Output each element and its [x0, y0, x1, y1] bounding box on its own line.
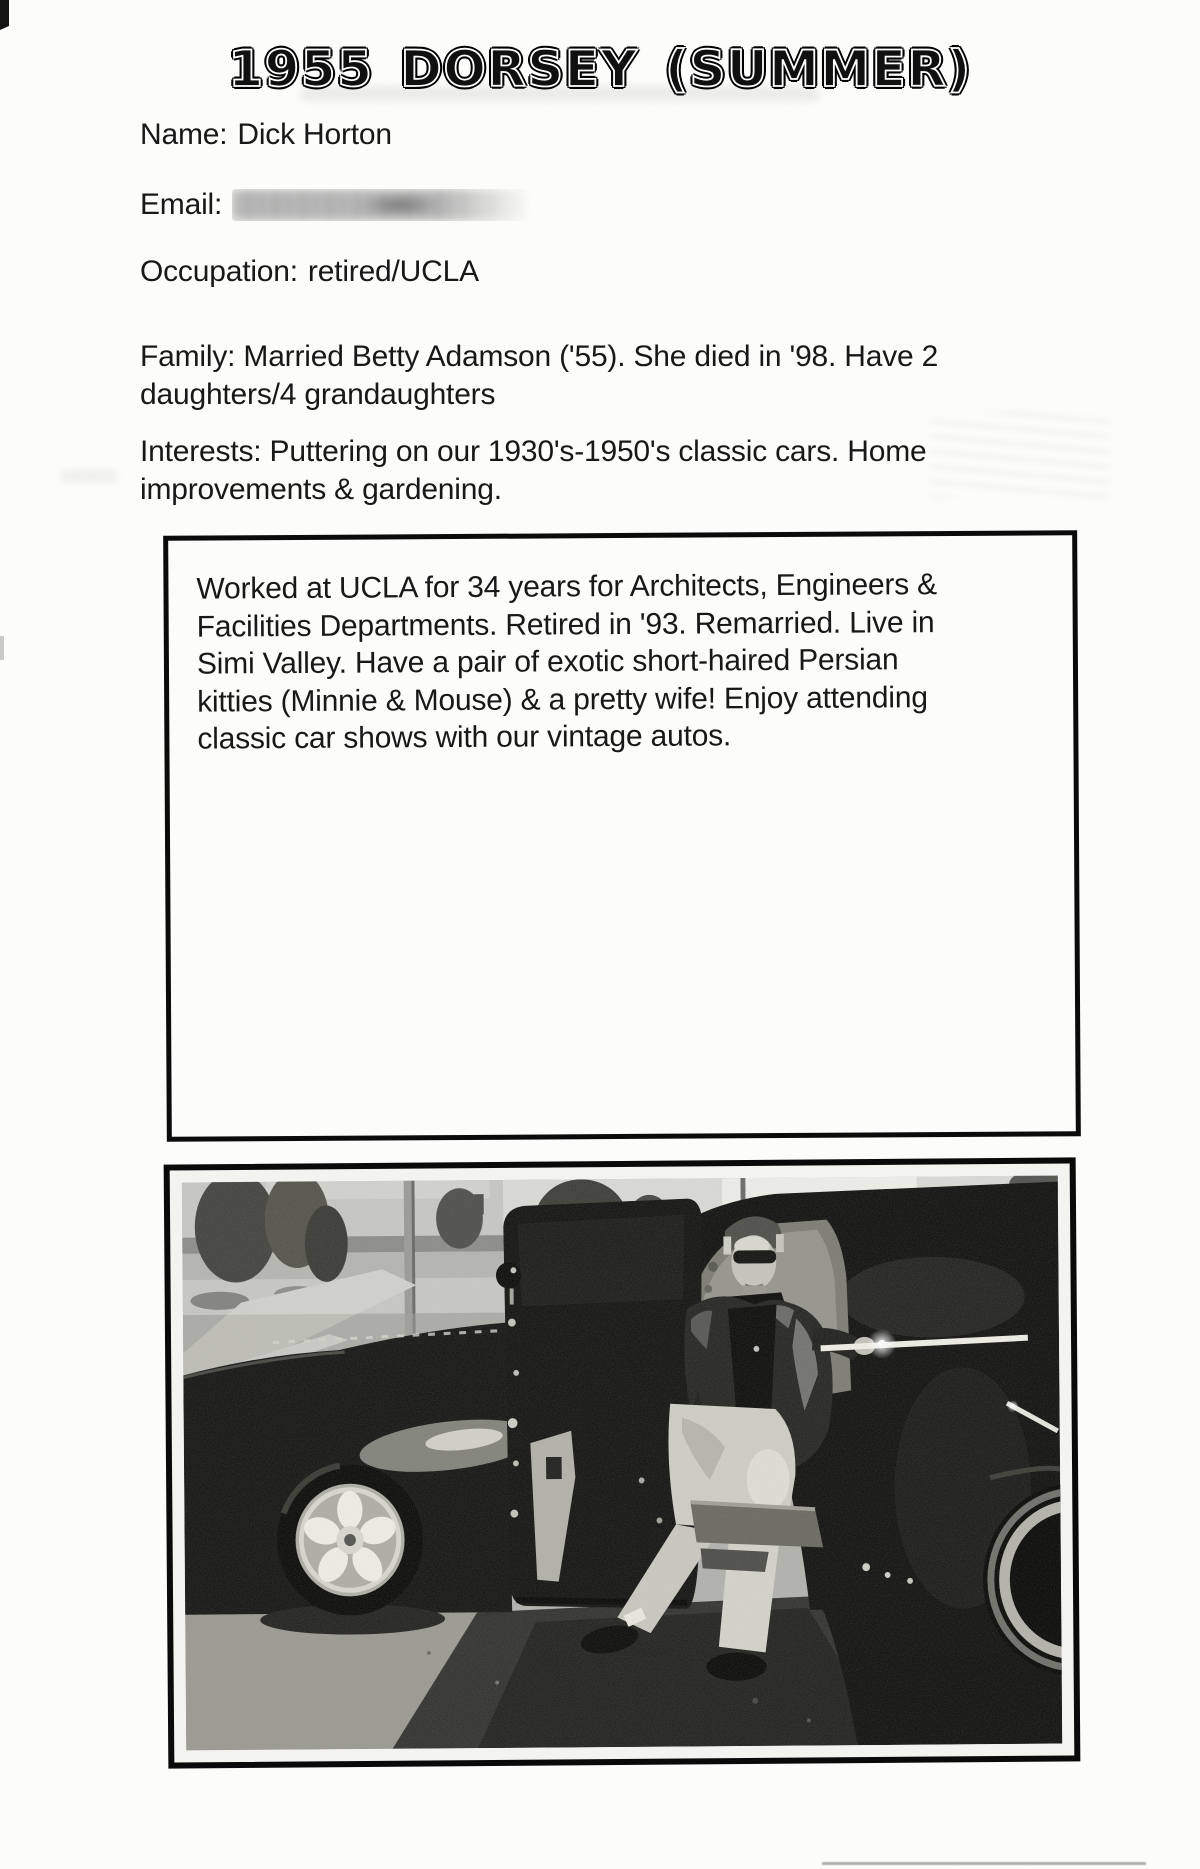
- photo-grain: [182, 1176, 1062, 1751]
- bleedthrough-smudge: [930, 412, 1110, 498]
- interests-field: [140, 433, 927, 508]
- family-line: daughters/4 grandaughters: [140, 377, 496, 411]
- bio-notes-text: [168, 535, 1073, 758]
- family-line: Family: Married Betty Adamson ('55). She died in '98. Have 2: [140, 340, 939, 373]
- email-field: [140, 186, 532, 224]
- bio-notes-box: [163, 530, 1081, 1142]
- name-label: Name:: [140, 118, 228, 151]
- vintage-car-photo: [182, 1176, 1062, 1751]
- bio-line: Worked at UCLA for 34 years for Architects, Engineers &: [196, 568, 938, 606]
- occupation-field: [140, 253, 479, 291]
- bio-line: Simi Valley. Have a pair of exotic short-haired Persian: [196, 643, 899, 681]
- bio-line: kitties (Minnie & Mouse) & a pretty wife! Enjoy attending: [197, 680, 928, 719]
- scan-artifact-corner: [0, 0, 9, 30]
- bio-line: classic car shows with our vintage autos.: [197, 719, 732, 756]
- bleedthrough-smudge: [60, 470, 118, 483]
- name-field: [140, 116, 392, 154]
- occupation-label: Occupation:: [140, 255, 298, 288]
- name-value: Dick Horton: [237, 118, 392, 151]
- scan-artifact-bottom-line: [822, 1862, 1146, 1865]
- interests-line: improvements & gardening.: [140, 472, 502, 506]
- scan-artifact-edge: [0, 636, 4, 660]
- family-field: [140, 338, 938, 413]
- occupation-value: retired/UCLA: [307, 255, 479, 288]
- interests-line: Interests: Puttering on our 1930's-1950's classic cars. Home: [140, 435, 927, 468]
- email-label: Email:: [140, 188, 223, 221]
- email-redacted-value: [232, 189, 532, 221]
- photo-frame: [164, 1157, 1081, 1768]
- page-title: 1955 DORSEY (SUMMER): [228, 40, 972, 98]
- bio-line: Facilities Departments. Retired in '93. Remarried. Live in: [196, 605, 935, 644]
